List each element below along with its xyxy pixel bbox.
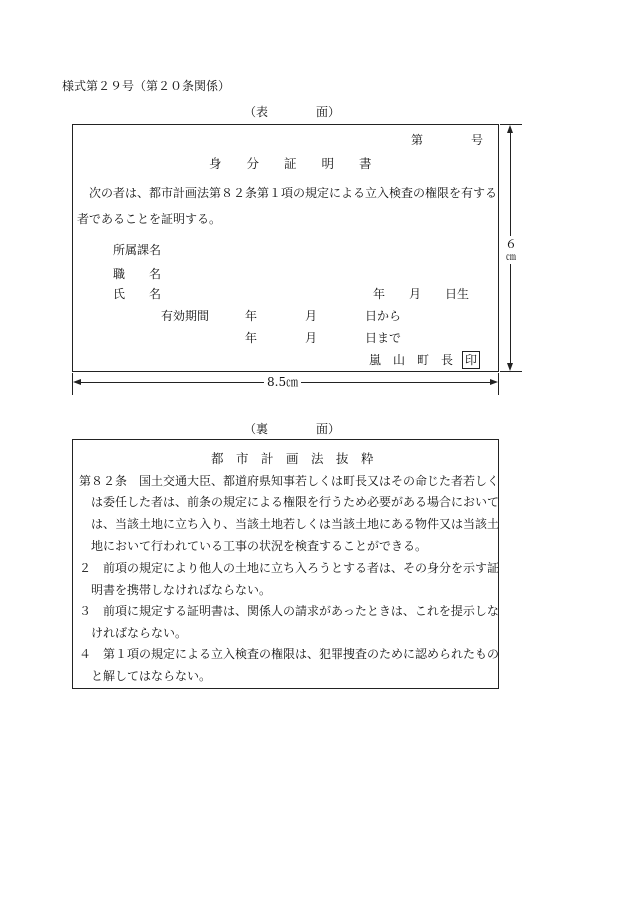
- seal-mark: 印: [462, 351, 480, 369]
- certificate-number-label: 第 号: [411, 133, 484, 147]
- field-department: 所属課名: [113, 243, 162, 257]
- width-ext-right: [498, 373, 499, 395]
- form-number: 様式第２９号（第２０条関係）: [62, 79, 231, 93]
- certificate-title: 身 分 証 明 書: [209, 156, 372, 171]
- validity-to: 年 月 日まで: [245, 331, 402, 345]
- paragraph-2-line-2: 明書を携帯しなければならない。: [91, 583, 272, 597]
- issuer-title: 嵐 山 町 長: [369, 353, 454, 367]
- back-side-label: （裏 面）: [244, 422, 341, 436]
- field-name: 氏 名: [113, 287, 162, 301]
- certificate-body-line-2: 者であることを証明する。: [77, 212, 222, 226]
- paragraph-4-line-1: ４ 第１項の規定による立入検査の権限は、犯罪捜査のために認められたもの: [79, 647, 500, 661]
- front-side-label: （表 面）: [244, 105, 341, 119]
- arrow-left-icon: [73, 379, 81, 385]
- height-number: ６: [504, 237, 517, 251]
- article-82-line-4: 地において行われている工事の状況を検査することができる。: [91, 539, 428, 553]
- arrow-down-icon: [507, 363, 513, 371]
- paragraph-4-line-2: と解してはならない。: [91, 669, 212, 683]
- validity-from: 年 月 日から: [245, 309, 402, 323]
- field-position: 職 名: [113, 267, 162, 281]
- article-82-line-2: は委任した者は、前条の規定による権限を行うため必要がある場合において: [91, 495, 500, 509]
- paragraph-3-line-1: ３ 前項に規定する証明書は、関係人の請求があったときは、これを提示しな: [79, 604, 499, 618]
- arrow-up-icon: [507, 125, 513, 133]
- article-82-line-1: 第８２条 国土交通大臣、都道府県知事若しくは町長又はその命じた者若しく: [79, 474, 500, 488]
- arrow-right-icon: [490, 379, 498, 385]
- height-unit: ㎝: [503, 252, 519, 264]
- validity-label: 有効期間: [161, 309, 210, 323]
- front-card: [72, 124, 499, 372]
- back-card: [72, 439, 499, 689]
- paragraph-2-line-1: ２ 前項の規定により他人の土地に立ち入ろうとする者は、その身分を示す証: [79, 561, 500, 575]
- issuer-name: [369, 354, 480, 366]
- height-ext-bottom: [500, 371, 522, 372]
- article-82-line-3: は、当該土地に立ち入り、当該土地若しくは当該土地にある物件又は当該土: [91, 517, 500, 531]
- width-label: 8.5㎝: [264, 376, 301, 388]
- paragraph-3-line-2: ければならない。: [91, 626, 188, 640]
- birth-date: 年 月 日生: [373, 287, 470, 301]
- certificate-body-line-1: 次の者は、都市計画法第８２条第１項の規定による立入検査の権限を有する: [89, 186, 498, 200]
- excerpt-title: 都 市 計 画 法 抜 粋: [211, 451, 374, 466]
